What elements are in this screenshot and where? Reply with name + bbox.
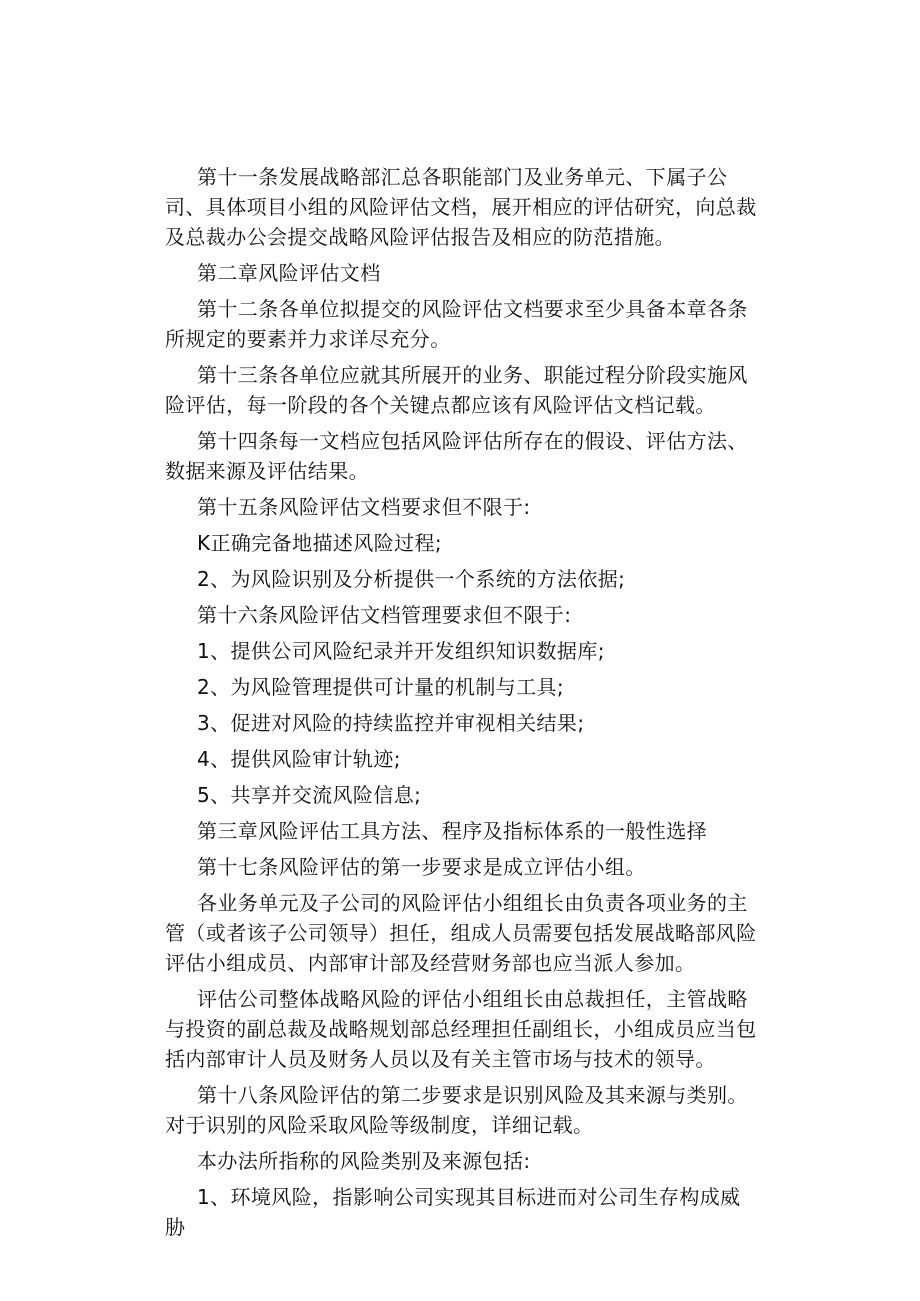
paragraph-risk-categories: 本办法所指称的风险类别及来源包括: bbox=[197, 1149, 531, 1173]
list-item-risk-1: 1、环境风险，指影响公司实现其目标进而对公司生存构成威胁 bbox=[165, 1185, 741, 1239]
list-item-16-2: 2、为风险管理提供可计量的机制与工具; bbox=[197, 675, 565, 699]
paragraph-company-team: 评估公司整体战略风险的评估小组组长由总裁担任，主管战略与投资的副总裁及战略规划部总经理担任副组长，小组成员应当包括内部审计人员及财务人员以及有关主管市场与技术的领导。 bbox=[165, 987, 757, 1071]
paragraph-business-unit-team: 各业务单元及子公司的风险评估小组组长由负责各项业务的主管（或者该子公司领导）担任，组成人员需要包括发展战略部风险评估小组成员、内部审计部及经营财务部也应当派人参加。 bbox=[165, 891, 757, 975]
paragraph-article-15: 第十五条风险评估文档要求但不限于: bbox=[197, 495, 531, 519]
list-item-16-5: 5、共享并交流风险信息; bbox=[197, 783, 422, 807]
paragraph-article-18: 第十八条风险评估的第二步要求是识别风险及其来源与类别。对于识别的风险采取风险等级制度，详细记载。 bbox=[165, 1083, 748, 1137]
chapter-3-heading: 第三章风险评估工具方法、程序及指标体系的一般性选择 bbox=[197, 819, 707, 843]
list-item-16-3: 3、促进对风险的持续监控并审视相关结果; bbox=[197, 711, 585, 735]
paragraph-article-12: 第十二条各单位拟提交的风险评估文档要求至少具备本章各条所规定的要素并力求详尽充分。 bbox=[165, 297, 748, 351]
paragraph-article-16: 第十六条风险评估文档管理要求但不限于: bbox=[197, 603, 572, 627]
paragraph-article-17: 第十七条风险评估的第一步要求是成立评估小组。 bbox=[197, 855, 646, 879]
list-item-16-1: 1、提供公司风险纪录并开发组织知识数据库; bbox=[197, 639, 605, 663]
list-item-15-2: 2、为风险识别及分析提供一个系统的方法依据; bbox=[197, 567, 626, 591]
paragraph-article-13: 第十三条各单位应就其所展开的业务、职能过程分阶段实施风险评估，每一阶段的各个关键点都应该有风险评估文档记载。 bbox=[165, 363, 748, 417]
document-body bbox=[165, 162, 757, 1248]
paragraph-article-14: 第十四条每一文档应包括风险评估所存在的假设、评估方法、数据来源及评估结果。 bbox=[165, 429, 748, 483]
list-item-15-1: K正确完备地描述风险过程; bbox=[197, 531, 443, 555]
chapter-2-heading: 第二章风险评估文档 bbox=[197, 261, 381, 285]
list-item-16-4: 4、提供风险审计轨迹; bbox=[197, 747, 401, 771]
paragraph-article-11: 第十一条发展战略部汇总各职能部门及业务单元、下属子公司、具体项目小组的风险评估文档，展开相应的评估研究，向总裁及总裁办公会提交战略风险评估报告及相应的防范措施。 bbox=[165, 165, 757, 249]
